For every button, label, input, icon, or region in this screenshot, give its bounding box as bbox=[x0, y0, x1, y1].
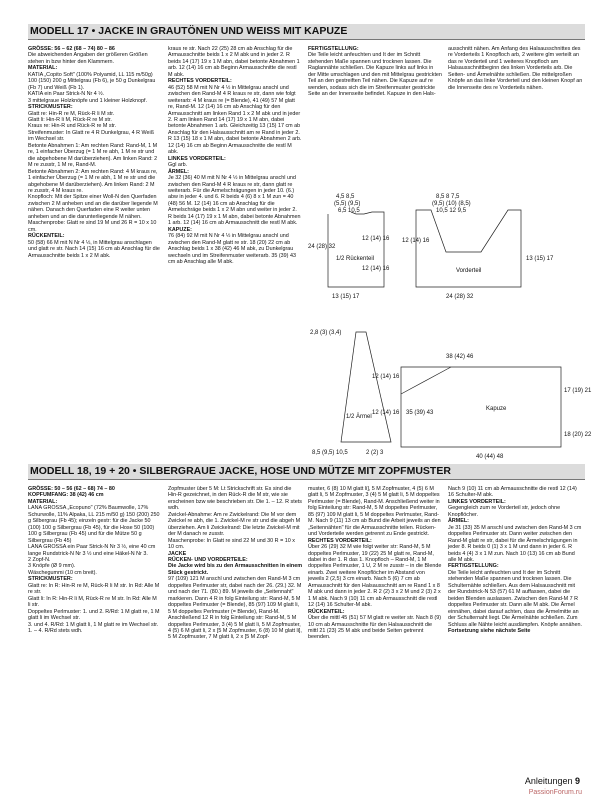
paragraph: Gegengleich zum re Vorderteil str, jedoch ohne Knopflöcher. bbox=[448, 505, 561, 518]
sleeve-b: 12 (14) 16 bbox=[372, 374, 400, 380]
front-top-1: 8,5 8 7,5 bbox=[436, 194, 460, 200]
back-piece-outline bbox=[328, 212, 384, 287]
section-heading: KAPUZE: bbox=[168, 226, 192, 233]
paragraph: 76 (84) 92 M mit N Nr 4 ½ in Mittelgrau anschl und zwischen den Rand-M glatt re str. 18 (20) 22 cm ab Anschlag beids 1 x 38 (42) 46 M abk, zu Dunkelgrau wechseln und im Streifenmuster weiterarb. 35 (39) 43 cm ab Anschlag alle M abk. bbox=[168, 233, 296, 265]
hood-width: 40 (44) 48 bbox=[476, 454, 504, 460]
pattern-schematic-svg bbox=[306, 182, 592, 462]
paragraph: Die abweichenden Angaben der größeren Größen stehen in bzw hinter den Klammern. bbox=[28, 52, 148, 65]
m18-column-3 bbox=[308, 486, 442, 776]
section-heading: ÄRMEL: bbox=[448, 518, 469, 525]
paragraph: ausschnitt nähen. Am Anfang des Halsausschnittes des re Vorderteils 1 Knopfloch arb, 2 weitere glm verteilt an das re Vorderteil und 1 weiteres Knopfloch am Halsausschnittbeginn des linken Vorderteils arb. Die Seiten- und Ärmelnähte schließen. Die mittelgroßen Knöpfe an das linke Vorderteil und den kleinen Knopf an die Innenseite des re Vorderteils nähen. bbox=[448, 46, 583, 91]
page-footer bbox=[525, 776, 580, 786]
m18-column-1 bbox=[28, 486, 160, 776]
section-heading: Fortsetzung siehe nächste Seite bbox=[448, 627, 531, 634]
m17-column-1 bbox=[28, 46, 160, 441]
hood-top-width: 38 (42) 46 bbox=[446, 354, 474, 360]
section-heading: GRÖSSE: 50 – 56 (62 – 68) 74 – 80 bbox=[28, 486, 115, 492]
section-heading: STRICKMUSTER: bbox=[28, 576, 73, 583]
hood-label: Kapuze bbox=[486, 406, 507, 412]
sleeve-label: 1/2 Ärmel bbox=[346, 414, 372, 420]
paragraph: kraus re str. Nach 22 (25) 28 cm ab Anschlag für die Armausschnitte beids 1 x 2 M abk und in jeder 2. R beids 14 (17) 19 x 1 M abn, dabei betonte Abnahmen 1 arb. 12 (14) 16 cm ab Beginn Armausschnitte die restl M abk. bbox=[168, 46, 300, 78]
paragraph: Je 31 (33) 35 M anschl und zwischen den Rand-M 3 cm doppeltes Perlmuster str. Dann weiter zwischen den Rand-M glatt re str, dabei für die Ärmelschrägungen in jeder 8. R beids 0 (1) 3 x 1 M und dann in jeder 6. R beids 4 (4) 3 x 1 M zun. Nach 10 (13) 16 cm ab Bund alle M abk. bbox=[448, 524, 582, 563]
paragraph: Betonte Abnahmen 1: Am rechten Rand: Rand-M, 1 M re, 1 einfacher Überzug (= 1 M re abh, 1 M re str und die abgehobene M darüberziehen). Am linken Rand: 2 M re zusstr, 1 M re, Rand-M. bbox=[28, 142, 158, 169]
paragraph: 2 Zopf-N. bbox=[28, 556, 51, 563]
section-heading: RÜCKENTEIL: bbox=[308, 608, 345, 615]
paragraph: Doppeltes Perlmuster: 1. und 2. R/Rd: 1 M glatt re, 1 M glatt li im Wechsel str. bbox=[28, 608, 160, 622]
m17-column-3 bbox=[308, 46, 442, 166]
section-heading: MATERIAL: bbox=[28, 65, 58, 72]
front-label: Vorderteil bbox=[456, 268, 482, 274]
m17-column-4 bbox=[448, 46, 583, 166]
m17-column-2 bbox=[168, 46, 302, 441]
section-heading: MATERIAL: bbox=[28, 498, 58, 505]
section-heading: RÜCKENTEIL: bbox=[28, 233, 65, 240]
section-heading: KOPFUMFANG: 38 (42) 46 cm bbox=[28, 492, 104, 499]
section-heading: STRICKMUSTER: bbox=[28, 104, 73, 111]
m18-column-2 bbox=[168, 486, 302, 776]
paragraph: Zwickel-Abnahme: Am re Zwickelrand: Die M vor dem Zwickel re abh, die 1. Zwickel-M re str und die abgeh M überziehen. Am li Zwickelrand: Die letzte Zwickel-M mit der M danach re zusstr. bbox=[168, 511, 301, 538]
sleeve-top-3: 6,5 10,5 bbox=[338, 208, 360, 214]
paragraph: 3 Knöpfe (Ø 9 mm). bbox=[28, 563, 76, 570]
paragraph: muster, 6 (8) 10 M glatt li], 5 M Zopfmuster, 4 (5) 6 M glatt li, 5 M Zopfmuster, 3 (4) 5 M glatt li, 5 M doppeltes Perlmuster (= Blende), Rand-M. Anschließend weiter in folg Einteilung str: Rand-M, 5 M doppeltes Perlmuster, 85 (97) 109 M glatt li, 5 M doppeltes Perlmuster, Rand-M. Nach 9 (11) 13 cm ab Bund die Arbeit jeweils an den „Seitennähten" für die Armausschnitte teilen. Rücken- und Vorderteile werden getrennt zu Ende gestrickt. bbox=[308, 486, 441, 538]
section-heading: JACKE bbox=[168, 550, 187, 557]
back-height: 24 (28) 32 bbox=[308, 244, 336, 250]
paragraph: Kraus re: Hin-R und Rück-R re M str. bbox=[28, 123, 117, 130]
front-side-2: 13 (15) 17 bbox=[526, 256, 554, 262]
section-heading: Die Jacke wird bis zu den Armausschnitten in einem Stück gestrickt. bbox=[168, 563, 303, 576]
paragraph: Knopfloch: Mit der Spitze einer Woll-N den Querfaden zwischen 2 M anheben und an die darüber liegende M nähen. Danach den Querfaden eine R weiter unten anheben und an die darunterliegende M nähen. bbox=[28, 194, 158, 220]
paragraph: 50 (58) 66 M mit N Nr 4 ½, in Mittelgrau anschlagen und glatt re str. Nach 14 (15) 16 cm ab Anschlag für die Armausschnitte beids 1 x 2 M abk. bbox=[28, 239, 160, 259]
paragraph: Die Teile leicht anfeuchten und It der im Schnitt stehenden Maße spannen und trocknen lassen. Die Schulternähte schließen. Aus dem Halsausschnitt mit der Rundstrick-N 53 (57) 61 M auffassen, dabei die beiden Blenden auslassen. Zwischen den Rand-M 7 R doppeltes Perlmuster str. Dann alle M abk. Die Ärmel einnähen, dabei darauf achten, dass die Ärmelmitte an der Schulternaht liegt. Die Ärmelnähte schließen. Zum Schluss alle Nähte leicht ausdämpfen. Knöpfe annähen. bbox=[448, 569, 582, 628]
sleeve-c: 12 (14) 16 bbox=[372, 410, 400, 416]
paragraph: 97 (109) 121 M anschl und zwischen den Rand-M 3 cm doppeltes Perlmuster str, dabei nach der 26. (29.) 32. M und nach der 71. (80.) 89. M jeweils die „Seitennaht" markieren. Dann 4 R in folg Einteilung str: Rand-M, 5 M doppeltes Perlmuster (= Blende), 85 (97) 109 M glatt li, 5 M doppeltes Perlmuster (= Blende), Rand-M. Anschließend 12 R in folg Einteilung str: Rand-M, 5 M doppeltes Perlmuster, 3 (4) 5 M glatt li, 5 M Zopfmuster, 4 (5) 6 M glatt li, 2 x [5 M Zopfmuster, 6 (8) 10 M glatt li], 5 M Zopfmuster, 7 M glatt li, 2 x [5 M Zopf- bbox=[168, 576, 302, 641]
hood-fold-line bbox=[401, 367, 451, 394]
section-heading: GRÖSSE: 56 – 62 (68 – 74) 80 – 86 bbox=[28, 46, 115, 52]
section-heading: RECHTES VORDERTEIL: bbox=[308, 537, 372, 544]
paragraph: 46 (52) 58 M mit N Nr 4 ½ in Mittelgrau anschl und zwischen den Rand-M 4 R kraus re str, dann wie folgt weiterarb: 4 M kraus re (= Blende), 41 (49) 57 M glatt re, Rand-M. 12 (14) 16 cm ab Anschlag für den Armausschnitt am linken Rand 1 x 2 M abk und in jeder 2. R am linken Rand 14 (17) 19 x 1 M abn, dabei betonte Abnahmen 1 arb. Gleichzeitig 13 (15) 17 cm ab Anschlag für den Halsausschnitt am re Rand in jeder 2. R 13 (15) 18 x 1 M abn, dabei betonte Abnahmen 2 arb. 12 (14) 16 cm ab Beginn Armausschnitte die restl M abk. bbox=[168, 84, 302, 156]
paragraph: Glatt re: Hin-R re M, Rück-R li M str. bbox=[28, 110, 115, 117]
back-lower: 12 (14) 16 bbox=[362, 266, 390, 272]
front-side: 12 (14) 16 bbox=[402, 238, 430, 244]
paragraph: Betonte Abnahmen 2: Am rechten Rand: 4 M kraus re, 1 einfacher Überzug (= 1 M re abh, 1 M re str und die abgehobene M darüberziehen). Am linken Rand: 2 M re zusstr, 4 M kraus re. bbox=[28, 168, 158, 194]
section-heading: RECHTES VORDERTEIL: bbox=[168, 78, 232, 85]
back-half-label: 1/2 Rückenteil bbox=[336, 256, 375, 262]
paragraph: Zopfmuster über 5 M: Lt Strickschrift str. Es sind die Hin-R gezeichnet, in den Rück-R die M str, wie sie erscheinen bzw wie beschrieben str. Die 1. – 12. R stets wdh. bbox=[168, 486, 302, 512]
sleeve-top-2: (5,5) (9,5) bbox=[334, 201, 361, 207]
paragraph: 3. und 4. R/Rd: 1 M glatt li, 1 M glatt re im Wechsel str. 1. – 4. R/Rd stets wdh. bbox=[28, 621, 159, 634]
paragraph: Streifenmuster: In Glatt re 4 R Dunkelgrau, 4 R Weiß im Wechsel str. bbox=[28, 129, 155, 143]
paragraph: Ggl arb. bbox=[168, 162, 188, 169]
paragraph: Maschenprobe: Glatt re sind 19 M und 26 R = 10 x 10 cm. bbox=[28, 220, 157, 233]
paragraph: Über die mittl 45 (51) 57 M glatt re weiter str. Nach 8 (9) 10 cm ab Armausschnitte für den Halsausschnitt die mittl 21 (23) 25 M abk und beide Seiten getrennt beenden. bbox=[308, 615, 442, 641]
paragraph: Die Teile leicht anfeuchten und It der im Schnitt stehenden Maße spannen und trocknen lassen. Die Raglannähte schließen. Die Kapuze links auf links in der Mitte umschlagen und den mit Mittelgrau gestrickten Teil an den gestreiften Teil nähen. Die Kapuze auf re wenden, sodass sich die im Streifenmuster gestrickte Seite an der Innenseite befindet. Kapuze in den Hals- bbox=[308, 52, 442, 98]
m17-schematic bbox=[306, 182, 592, 462]
model-17-title: MODELL 17 • JACKE IN GRAUTÖNEN UND WEISS MIT KAPUZE bbox=[28, 24, 585, 40]
paragraph: Nach 9 (10) 11 cm ab Armausschnitte die restl 12 (14) 16 Schulter-M abk. bbox=[448, 486, 577, 499]
hood-right-1: 17 (19) 21 bbox=[564, 388, 592, 394]
sleeve-a: 2,8 (3) (3,4) bbox=[310, 330, 342, 336]
model-18-title: MODELL 18, 19 + 20 • SILBERGRAUE JACKE, HOSE UND MÜTZE MIT ZOPFMUSTER bbox=[28, 464, 585, 480]
paragraph: KATIA ein Paar Strick-N Nr 4 ½. bbox=[28, 91, 105, 98]
section-heading: LINKES VORDERTEIL: bbox=[448, 498, 506, 505]
sleeve-top-1: 4,5 8,5 bbox=[336, 194, 355, 200]
sleeve-e: 2 (2) 3 bbox=[366, 450, 384, 456]
front-top-2: (9,5) (10) (8,5) bbox=[432, 201, 471, 207]
hood-outline bbox=[401, 367, 561, 447]
hood-right-2: 18 (20) 22 bbox=[564, 432, 592, 438]
paragraph: Glatt re: In R: Hin-R re M, Rück-R li M str. In Rd: Alle M re str. bbox=[28, 582, 160, 596]
section-heading: ÄRMEL: bbox=[168, 168, 189, 175]
front-width: 24 (28) 32 bbox=[446, 294, 474, 300]
section-heading: FERTIGSTELLUNG: bbox=[448, 563, 499, 570]
paragraph: Glatt li: In R: Hin-R li M, Rück-R re M str. In Rd: Alle M li str. bbox=[28, 595, 157, 609]
section-heading: RÜCKEN- UND VORDERTEILE: bbox=[168, 556, 248, 563]
paragraph: KATIA „Copito Soft" (100% Polyamid, LL 115 m/50g) 100 (150) 200 g Mittelgrau (Fb 6), je 50 g Dunkelgrau (Fb 7) und Weiß (Fb 1). bbox=[28, 71, 156, 91]
footer-section: Anleitungen bbox=[524, 776, 573, 786]
paragraph: Wäschegummi (10 cm breit). bbox=[28, 569, 97, 576]
paragraph: Glatt li: Hin-R li M, Rück-R re M str. bbox=[28, 116, 112, 123]
sleeve-d: 8,5 (9,5) 10,5 bbox=[312, 450, 348, 456]
hood-height: 35 (39) 43 bbox=[406, 410, 434, 416]
back-armhole: 12 (14) 16 bbox=[362, 236, 390, 242]
paragraph: Maschenprobe: In Glatt re sind 22 M und 30 R = 10 x 10 cm. bbox=[168, 537, 295, 551]
paragraph: Über 26 (29) 32 M wie folgt weiter str: Rand-M, 5 M doppeltes Perlmuster, 19 (22) 25 M glatt re, Rand-M, dabei in der 1. R das 1. Knopfloch – Rand-M, 1 M doppeltes Perlmuster, 1 U, 2 M re zusstr – in die Blende einarb. Zwei weitere Knopflöcher im Abstand von jeweils 2 (2,5) 3 cm einarb. Nach 5 (6) 7 cm ab Armausschnitt für den Halsausschnitt am re Rand 1 x 8 M abk und dann in jeder 2. R 2 (2) 3 x 2 M und 2 (3) 2 x 1 M abk. Nach 9 (10) 11 cm ab Armausschnitt die restl 12 (14) 16 Schulter-M abk. bbox=[308, 544, 442, 609]
watermark: PassionForum.ru bbox=[528, 789, 582, 796]
section-heading: FERTIGSTELLUNG: bbox=[308, 46, 359, 52]
paragraph: 3 mittelgraue Holzknöpfe und 1 kleiner Holzknopf. bbox=[28, 97, 147, 104]
section-heading: LINKES VORDERTEIL: bbox=[168, 155, 226, 162]
m18-column-4 bbox=[448, 486, 583, 776]
paragraph: Je 32 (36) 40 M mit N Nr 4 ½ in Mittelgrau anschl und zwischen den Rand-M 4 R kraus re str, dann glatt re weiterarb. Für die Armelschrägungen in jeder 10. (6.) abw in jeder 4. und 6. R beids 4 (6) 8 x 1 M zun = 40 (48) 56 M. 12 (14) 16 cm ab Anschlag für die Armelschräge beids 1 x 2 M abn und weiter in jeder 2. R beids 14 (17) 19 x 1 M abn, dabei betonte Abnahmen 1 arb. 12 (14) 16 cm ab Armausschnitt die restl M abk. bbox=[168, 175, 301, 227]
back-width: 13 (15) 17 bbox=[332, 294, 360, 300]
front-top-3: 10,5 12 9,5 bbox=[436, 208, 467, 214]
paragraph: LANA GROSSA ein Paar Strick-N Nr 3 ½, eine 40 cm lange Rundstrick-N Nr 3 ½ und eine Häkel-N Nr 3. bbox=[28, 544, 156, 557]
sleeve-outline bbox=[341, 332, 391, 442]
page-number: 9 bbox=[574, 776, 580, 786]
front-piece-outline bbox=[416, 210, 521, 287]
paragraph: LANA GROSSA „Ecopuno" (72% Baumwolle, 17% Schurwolle, 11% Alpaka, LL 215 m/50 g) 150 (200) 250 g Silbergrau (Fb 45); einzeln gestr: für die Jacke 50 (100) 100 g Silbergrau (Fb 45), für die Hose 50 (100) 100 g Silbergrau (Fb 45) und für die Mütze 50 g Silbergrau (Fb 45) bbox=[28, 505, 160, 544]
